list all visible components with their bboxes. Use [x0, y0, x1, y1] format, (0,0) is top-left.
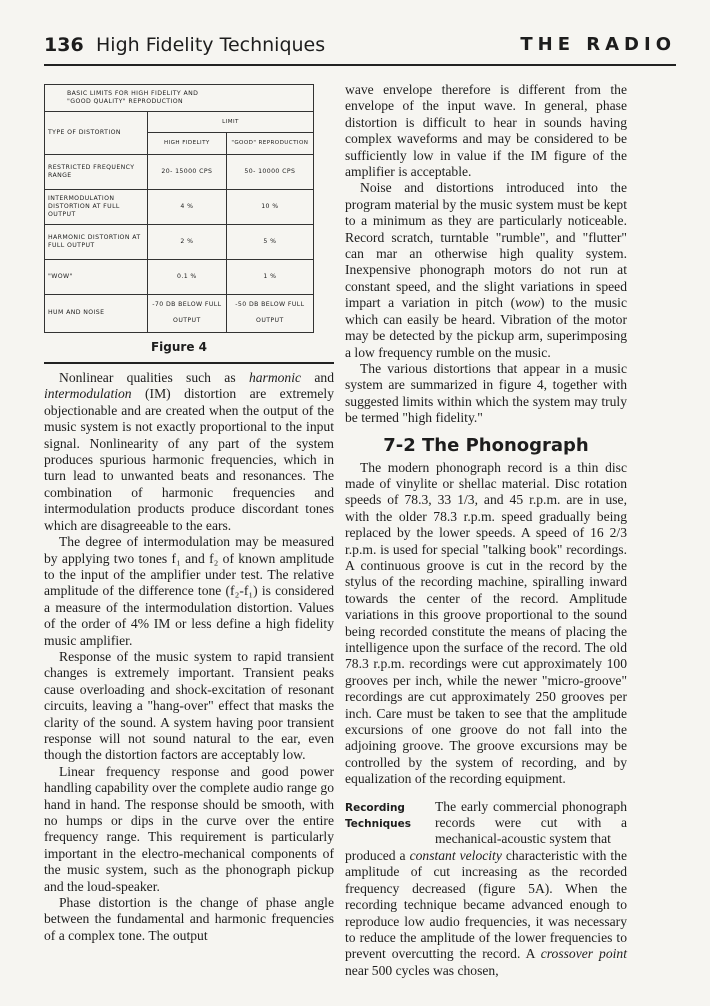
text-run: Nonlinear qualities such as — [59, 370, 249, 386]
row-type: "WOW" — [45, 259, 148, 294]
paragraph-phase-distortion: Phase distortion is the change of phase angle between the fundamental and harmonic frequencies of a complex tone. The output — [44, 895, 334, 943]
left-column — [44, 78, 334, 944]
paragraph-recording-body — [345, 848, 627, 979]
paragraph-im-measurement: The degree of intermodulation may be measured by applying two tones f₁ and f₂ of known amplitude to the input of the amplifier under test. The relative amplitude of the difference tone (f₂-f₁) is considered a measure of the intermodulation distortion. Values of the order of 4% IM or less define a high fidelity music amplifier. — [44, 534, 334, 648]
row-type: RESTRICTED FREQUENCY RANGE — [45, 154, 148, 189]
side-heading-line1: Recording — [345, 801, 405, 814]
paragraph-phonograph: The modern phonograph record is a thin disc made of vinylite or shellac material. Disc rotation speeds of 78.3, 33 1/3, and 45 r.p.m. are in use, with the older 78.3 r.p.m. speed gradually being replaced by the lower speeds. A speed of 16 2/3 r.p.m. is used for special "talking book" recordings. A continuous groove is cut in the record by the stylus of the recording machine, spiralling inward towards the center of the record. Amplitude variations in this groove proportional to the sound being recorded constitute the means of placing the intelligence upon the surface of the record. The old 78.3 r.p.m. recordings were cut approximately 100 grooves per inch, while the newer "micro-groove" recordings are cut approximately 250 grooves per inch. Care must be taken to see that the amplitude excursions of one groove do not fall into the adjoining groove. The groove excursions may be controlled by the system of recording, and by equalization of the recording equipment. — [345, 459, 627, 787]
running-title: High Fidelity Techniques — [96, 34, 326, 56]
emphasis-wow: wow — [515, 295, 541, 311]
emphasis-constant-velocity: constant velocity — [409, 847, 502, 863]
table-row — [45, 224, 314, 259]
row-type: HUM AND NOISE — [45, 294, 148, 332]
page-header — [44, 34, 676, 56]
text-run: Noise and distortions introduced into the program material by the music system must be kept to a minimum as they are particularly noticeable. Record scratch, turntable "rumble", and "flutter" can mar an otherwise high quality system. Inexpensive phonograph motors do not run at constant speed, and the slight variations in speed impart a variation in pitch ( — [345, 180, 627, 311]
section-title: THE RADIO — [520, 34, 676, 55]
row-hifi: 0.1 % — [148, 259, 227, 294]
emphasis-intermodulation: intermodulation — [44, 386, 132, 402]
paragraph-recording-intro: The early commercial phonograph records were cut with a mechanical-acoustic system that — [435, 798, 627, 847]
emphasis-harmonic: harmonic — [248, 370, 302, 386]
paragraph-noise — [345, 180, 627, 360]
header-good-reproduction: "GOOD" REPRODUCTION — [226, 133, 313, 154]
paragraph-wave-envelope: wave envelope therefore is different from the envelope of the input wave. In general, phase distortion is difficult to hear in sounds having complex waveforms and may be considered to be sufficiently low in value if the IM figure of the amplifier is acceptable. — [345, 82, 627, 180]
side-heading-line2: Techniques — [345, 818, 412, 831]
page-number: 136 — [44, 34, 84, 56]
header-type-of-distortion: TYPE OF DISTORTION — [45, 112, 148, 155]
row-type: INTERMODULATION DISTORTION AT FULL OUTPUT — [45, 189, 148, 224]
row-hifi: 20- 15000 CPS — [148, 154, 227, 189]
figure-caption: Figure 4 — [150, 339, 208, 354]
table-row — [45, 154, 314, 189]
row-good: 10 % — [226, 189, 313, 224]
emphasis-crossover-point: crossover point — [540, 946, 627, 962]
text-run: characteristic with the amplitude of cut increasing as the recorded frequency decreased (figure 5A). When the recording technique became advanced enough to reproduce low audio frequencies, it was necessary to reduce the amplitude of the lower frequencies to prevent overcutting the record. A — [345, 847, 627, 962]
row-type: HARMONIC DISTORTION AT FULL OUTPUT — [45, 224, 148, 259]
paragraph-transient: Response of the music system to rapid transient changes is extremely important. Transient peaks cause overloading and shock-excitation of resonant circuits, leaving a "hang-over" effect that masks the clarity of the sound. A system having poor transient response will not sound natural to the ear, even though the distortion factors are acceptably low. — [44, 648, 334, 763]
header-limit: LIMIT — [148, 112, 314, 133]
table-title — [45, 85, 314, 112]
row-good: 50- 10000 CPS — [226, 154, 313, 189]
paragraph-nonlinear — [44, 370, 334, 534]
figure-4 — [44, 84, 334, 364]
text-run: and — [301, 370, 334, 386]
row-hifi: 4 % — [148, 189, 227, 224]
side-heading — [345, 800, 411, 833]
table-row — [45, 189, 314, 224]
text-run: ) to the music which can easily be heard. Vibration of the motor may be detected by the pickup arm, superimposing a low frequency rumble on the music. — [345, 295, 627, 360]
header-high-fidelity: HIGH FIDELITY — [148, 133, 227, 154]
recording-techniques-block — [345, 799, 627, 848]
row-good: 1 % — [226, 259, 313, 294]
text-run: (IM) distortion are extremely objectionable and are created when the output of the music system is not exactly proportional to the input signal. Nonlinearity of any part of the system produces spurious harmonic frequencies, which in turn lead to unwanted beats and resonances. The combination of harmonic frequencies and intermodulation products produce discordant tones which are disagreeable to the ears. — [44, 386, 334, 533]
row-hifi: -70 DB BELOW FULL OUTPUT — [148, 294, 227, 332]
row-good: 5 % — [226, 224, 313, 259]
section-heading: 7-2 The Phonograph — [383, 434, 589, 456]
table-row — [45, 294, 314, 332]
paragraph-frequency-response: Linear frequency response and good power handling capability over the complete audio range go hand in hand. The response should be smooth, with no humps or dips in the curve over the entire frequency range. This requirement is particularly important in the electro-mechanical components of the music system, such as the phonograph pickup and the loud-speaker. — [44, 763, 334, 894]
distortion-limits-table — [44, 84, 314, 333]
table-title-line2: "GOOD QUALITY" REPRODUCTION — [67, 98, 184, 105]
row-good: -50 DB BELOW FULL OUTPUT — [226, 294, 313, 332]
paragraph-summary: The various distortions that appear in a music system are summarized in figure 4, together with suggested limits within which the system may truly be termed "high fidelity." — [345, 360, 627, 426]
header-rule — [44, 64, 676, 66]
table-row — [45, 259, 314, 294]
figure-rule — [44, 362, 334, 364]
row-hifi: 2 % — [148, 224, 227, 259]
text-run: near 500 cycles was chosen, — [345, 962, 499, 978]
right-column — [345, 82, 627, 979]
text-run: produced a — [345, 847, 410, 863]
table-title-line1: BASIC LIMITS FOR HIGH FIDELITY AND — [67, 90, 199, 97]
